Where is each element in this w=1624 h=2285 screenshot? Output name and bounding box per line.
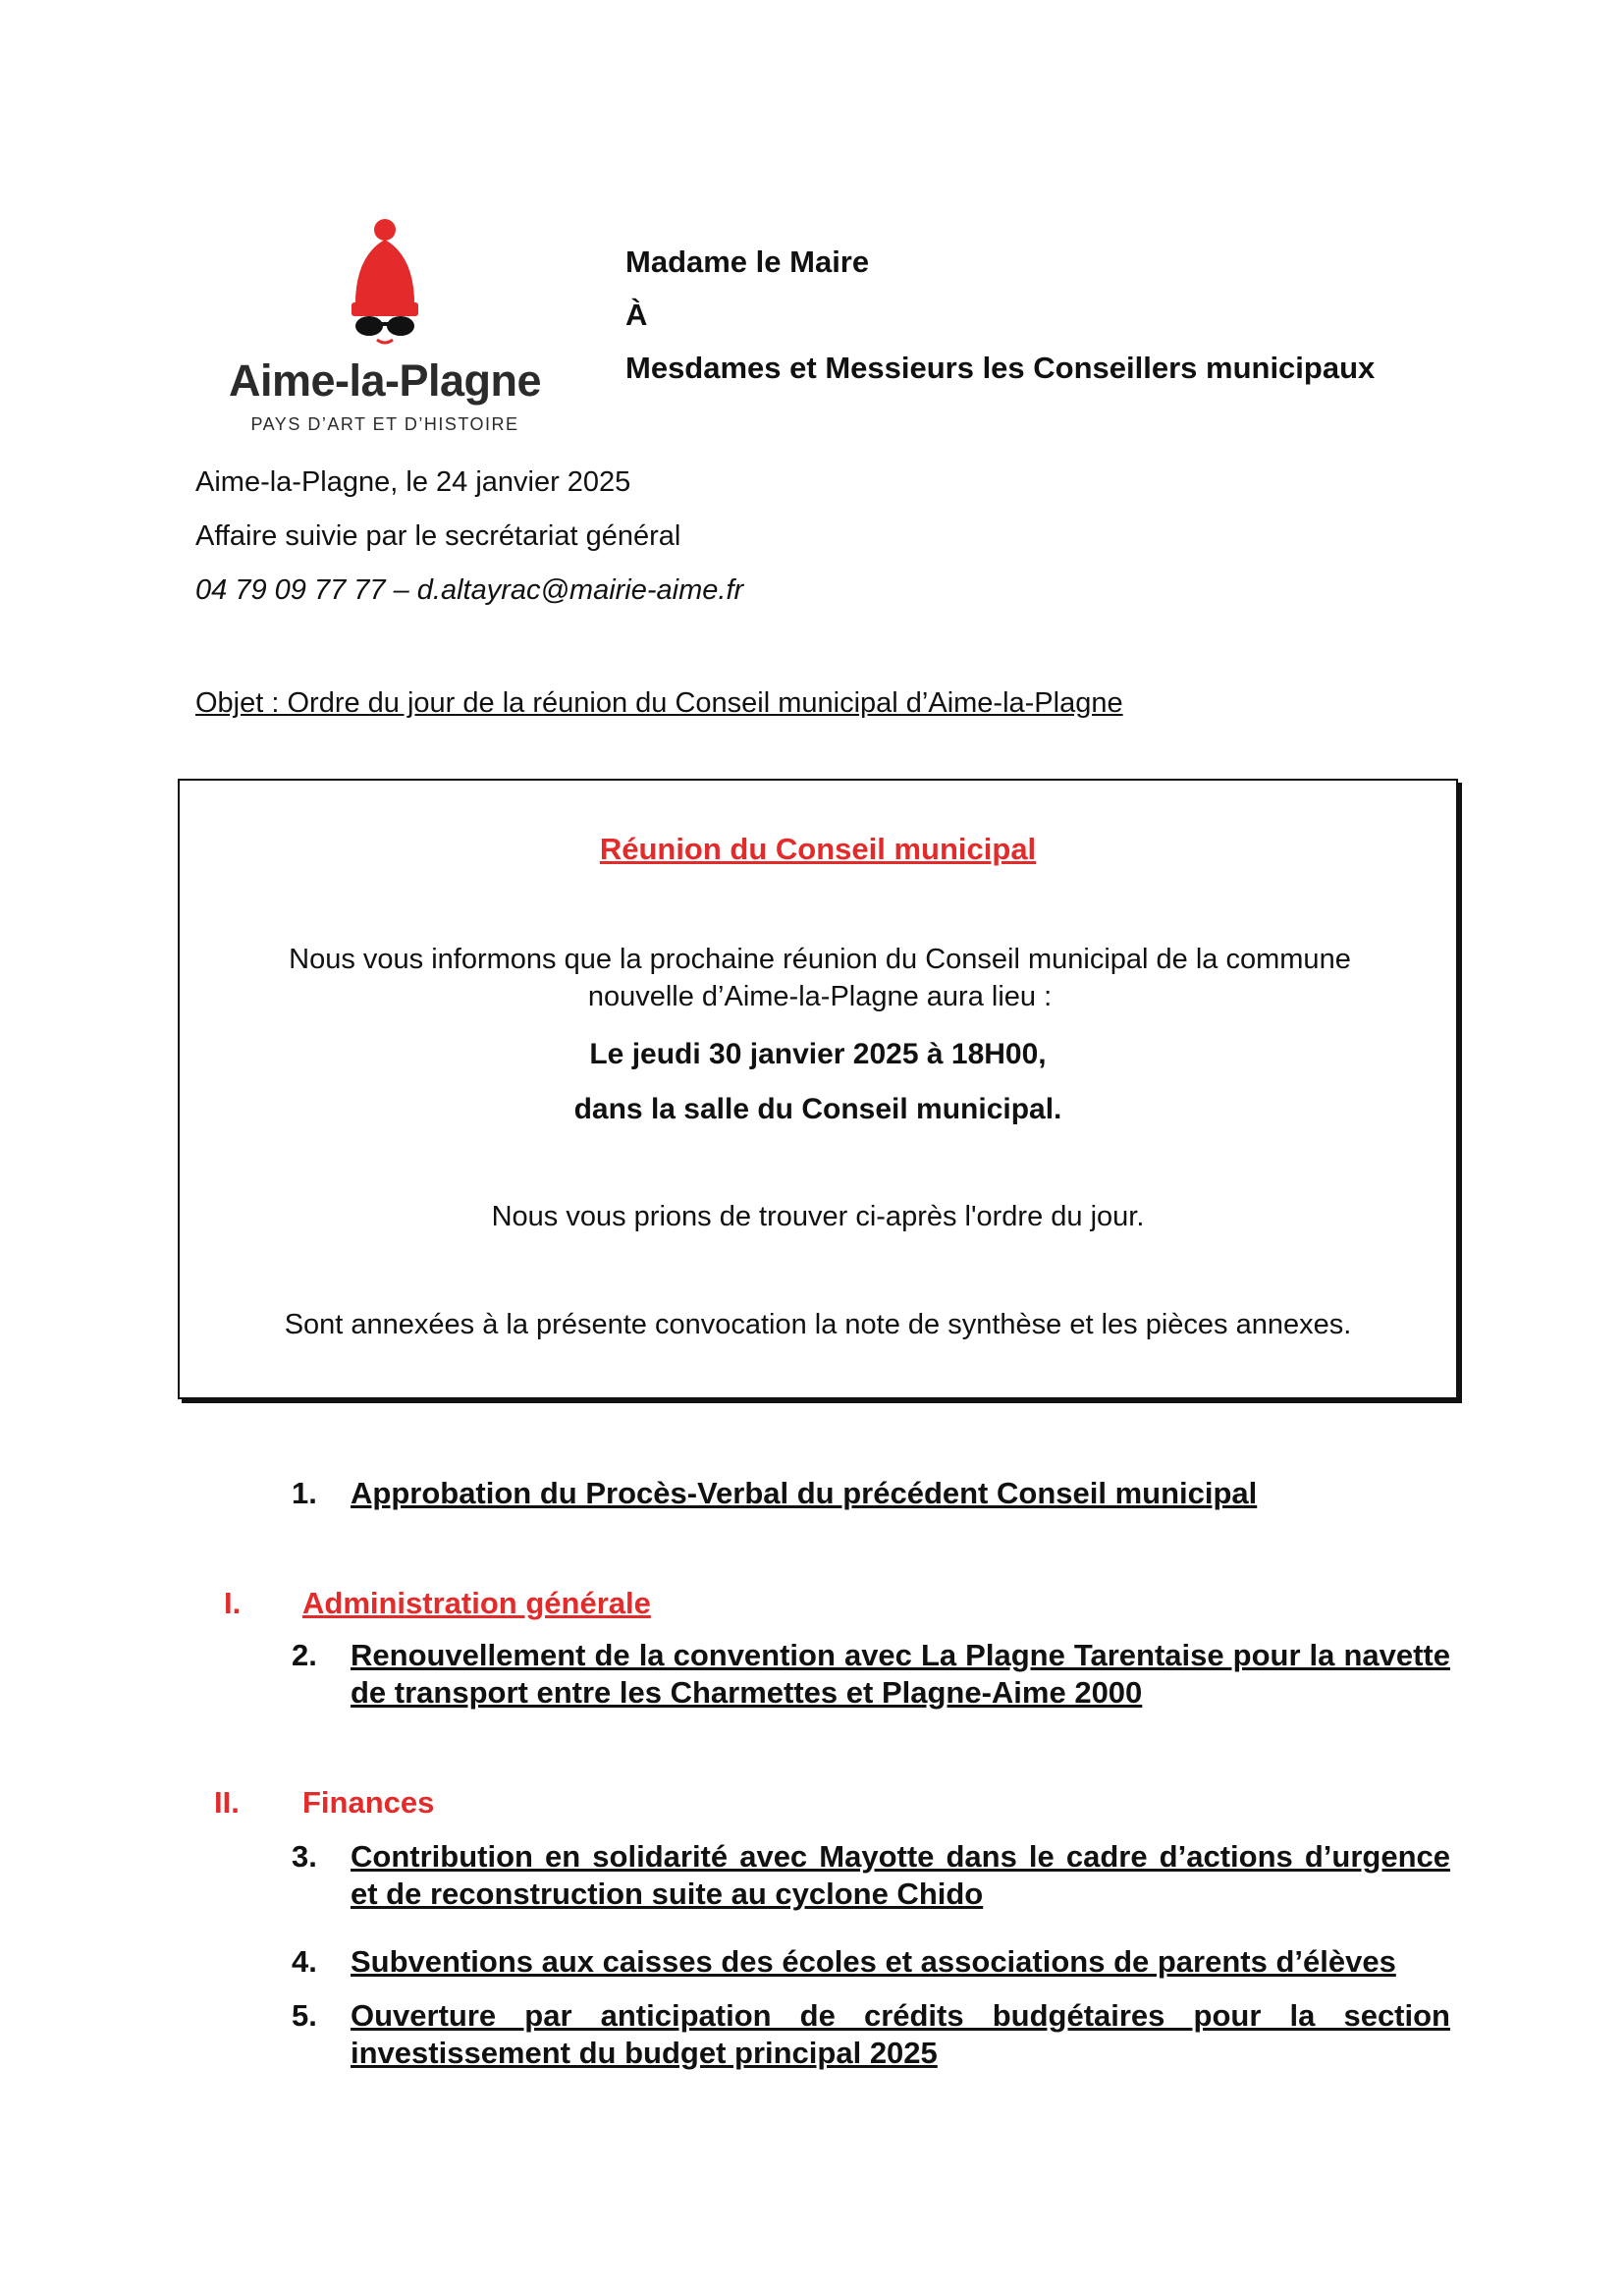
logo	[218, 218, 552, 439]
meeting-date: Le jeudi 30 janvier 2025 à 18H00,	[589, 1038, 1047, 1070]
sender-block	[195, 463, 1374, 626]
annex-note: Sont annexées à la présente convocation la note de synthèse et les pièces annexes.	[284, 1309, 1352, 1340]
place-date: Aime-la-Plagne, le 24 janvier 2025	[195, 466, 631, 498]
addressee-line-2: À	[625, 298, 648, 332]
logo-tagline: PAYS D’ART ET D’HISTOIRE	[250, 414, 519, 434]
meeting-place: dans la salle du Conseil municipal.	[573, 1093, 1062, 1125]
contact-line: 04 79 09 77 77 – d.altayrac@mairie-aime.fr	[195, 574, 744, 606]
notice-title: Réunion du Conseil municipal	[599, 832, 1037, 866]
logo-name: Aime-la-Plagne	[228, 355, 542, 406]
agenda-item-number: 4.	[292, 1944, 317, 1979]
agenda-note: Nous vous prions de trouver ci-après l'ordre du jour.	[491, 1201, 1145, 1232]
section-title: Administration générale	[302, 1586, 651, 1620]
section-number: II.	[214, 1785, 240, 1820]
agenda-item-number: 1.	[292, 1476, 317, 1510]
addressee-line-1: Madame le Maire	[625, 245, 870, 279]
agenda-item-text: Contribution en solidarité avec Mayotte dans le cadre d’actions d’urgence et de reconstruction suite au cyclone Chido	[351, 1839, 1450, 1911]
agenda-item-number: 3.	[292, 1839, 317, 1874]
agenda-item-text: Renouvellement de la convention avec La Plagne Tarentaise pour la navette de transport entre les Charmettes et Plagne-Aime 2000	[351, 1638, 1450, 1710]
addressee-line-3: Mesdames et Messieurs les Conseillers municipaux	[625, 351, 1376, 385]
agenda-item-text: Subventions aux caisses des écoles et associations de parents d’élèves	[351, 1944, 1396, 1979]
agenda-item-text: Approbation du Procès-Verbal du précédent Conseil municipal	[351, 1476, 1258, 1510]
notice-intro: Nous vous informons que la prochaine réunion du Conseil municipal de la commune nouvelle d’Aime-la-Plagne aura lieu :	[289, 944, 1351, 1012]
section-number: I.	[224, 1586, 242, 1620]
subject-line: Objet : Ordre du jour de la réunion du Conseil municipal d’Aime-la-Plagne	[195, 687, 1123, 719]
agenda-item-number: 5.	[292, 1998, 317, 2033]
addressee-block	[625, 244, 1568, 403]
followed-by: Affaire suivie par le secrétariat général	[195, 520, 681, 552]
beanie-mascot-icon	[326, 218, 444, 346]
agenda-item-number: 2.	[292, 1638, 317, 1672]
section-title: Finances	[302, 1785, 435, 1820]
agenda-item-text: Ouverture par anticipation de crédits budgétaires pour la section investissement du budget principal 2025	[351, 1998, 1450, 2070]
meeting-notice-box	[178, 779, 1458, 1399]
